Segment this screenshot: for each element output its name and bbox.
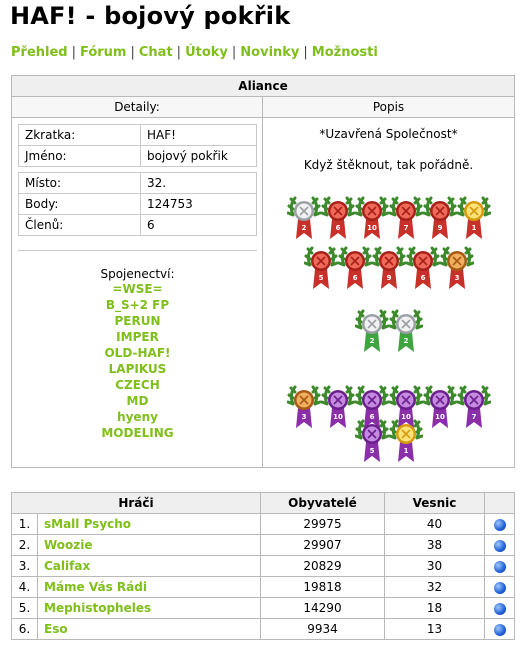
- alliance-stats-table: [18, 172, 257, 236]
- medal-icon: [321, 384, 355, 434]
- rank-cell: 6.: [12, 619, 38, 640]
- ally-link[interactable]: IMPER: [116, 330, 159, 344]
- svg-text:7: 7: [403, 224, 409, 232]
- table-row: [12, 514, 515, 535]
- rank-cell: 4.: [12, 577, 38, 598]
- ally-link[interactable]: B_S+2 FP: [105, 298, 170, 312]
- nav-forum[interactable]: Fórum: [79, 45, 127, 60]
- globe-icon[interactable]: [494, 540, 506, 552]
- alliance-header: Aliance: [12, 76, 514, 97]
- nav-separator: |: [303, 45, 308, 60]
- table-row: [19, 215, 257, 236]
- medal-icon: [372, 245, 406, 295]
- table-row: [12, 535, 515, 556]
- svg-text:2: 2: [369, 337, 375, 345]
- ally-link[interactable]: PERUN: [114, 314, 161, 328]
- field-label: Zkratka:: [19, 125, 141, 146]
- svg-text:9: 9: [437, 224, 443, 232]
- description-column: [263, 118, 514, 467]
- field-label: Členů:: [19, 215, 141, 236]
- svg-text:5: 5: [369, 447, 375, 455]
- medal-icon: [389, 418, 423, 468]
- player-name-link[interactable]: sMall Psycho: [38, 514, 261, 535]
- nav-separator: |: [130, 45, 135, 60]
- svg-text:10: 10: [401, 413, 411, 421]
- alliance-panel: [11, 75, 515, 468]
- nav-prehled[interactable]: Přehled: [11, 45, 68, 60]
- villages-cell: 13: [385, 619, 485, 640]
- medal-icon: [338, 245, 372, 295]
- villages-cell: 38: [385, 535, 485, 556]
- villages-cell: 40: [385, 514, 485, 535]
- svg-text:1: 1: [471, 224, 477, 232]
- globe-icon[interactable]: [494, 624, 506, 636]
- medal-icon: [355, 195, 389, 245]
- description-line: *Uzavřená Společnost*: [319, 127, 458, 141]
- svg-text:10: 10: [367, 224, 377, 232]
- villages-cell: 30: [385, 556, 485, 577]
- column-header-villages: Vesnic: [385, 493, 485, 514]
- table-row: [19, 173, 257, 194]
- rank-cell: 2.: [12, 535, 38, 556]
- details-header: Detaily:: [12, 97, 263, 118]
- nav-separator: |: [231, 45, 237, 60]
- medal-icon: [423, 384, 457, 434]
- svg-text:5: 5: [318, 274, 324, 282]
- action-cell: [485, 577, 515, 598]
- medal-icon: [440, 245, 474, 295]
- svg-text:6: 6: [369, 413, 375, 421]
- ally-link[interactable]: =WSE=: [112, 282, 163, 296]
- player-name-link[interactable]: Woozie: [38, 535, 261, 556]
- allies-label: Spojenectví:: [100, 267, 175, 281]
- medal-icon: [423, 195, 457, 245]
- description-header: Popis: [263, 97, 514, 118]
- action-cell: [485, 514, 515, 535]
- ally-link[interactable]: MD: [126, 394, 149, 408]
- table-row: [19, 125, 257, 146]
- table-row: [12, 619, 515, 640]
- field-value: 124753: [141, 194, 257, 215]
- player-name-link[interactable]: Mephistopheles: [38, 598, 261, 619]
- action-cell: [485, 619, 515, 640]
- population-cell: 14290: [261, 598, 385, 619]
- field-label: Jméno:: [19, 146, 141, 167]
- globe-icon[interactable]: [494, 519, 506, 531]
- medal-icon: [457, 384, 491, 434]
- field-value: 6: [141, 215, 257, 236]
- population-cell: 20829: [261, 556, 385, 577]
- description-line: Když štěknout, tak pořádně.: [303, 158, 474, 172]
- column-header-actions: [485, 493, 515, 514]
- svg-text:7: 7: [471, 413, 477, 421]
- medal-icon: [457, 195, 491, 245]
- population-cell: 19818: [261, 577, 385, 598]
- globe-icon[interactable]: [494, 603, 506, 615]
- top-navigation: [11, 45, 378, 60]
- ally-link[interactable]: CZECH: [115, 378, 160, 392]
- field-value: bojový pokřik: [141, 146, 257, 167]
- svg-text:6: 6: [352, 274, 358, 282]
- medal-icon: [304, 245, 338, 295]
- medal-icon: [406, 245, 440, 295]
- rank-cell: 1.: [12, 514, 38, 535]
- alliance-name-table: [18, 124, 257, 167]
- nav-separator: |: [71, 45, 76, 60]
- villages-cell: 18: [385, 598, 485, 619]
- nav-moznosti[interactable]: Možnosti: [311, 45, 378, 60]
- medal-icon: [287, 384, 321, 434]
- table-row: [19, 194, 257, 215]
- ally-link[interactable]: hyeny: [117, 410, 158, 424]
- ally-link[interactable]: MODELING: [101, 426, 174, 440]
- population-cell: 29975: [261, 514, 385, 535]
- globe-icon[interactable]: [494, 561, 506, 573]
- svg-text:6: 6: [420, 274, 426, 282]
- svg-text:10: 10: [333, 413, 343, 421]
- nav-utoky[interactable]: Útoky: [185, 45, 228, 60]
- column-header-population: Obyvatelé: [261, 493, 385, 514]
- field-value: 32.: [141, 173, 257, 194]
- medal-icon: [287, 195, 321, 245]
- medal-icon: [355, 308, 389, 358]
- globe-icon[interactable]: [494, 582, 506, 594]
- players-table: [11, 492, 515, 640]
- action-cell: [485, 598, 515, 619]
- nav-separator: |: [176, 45, 182, 60]
- allies-section: [18, 250, 257, 477]
- svg-text:6: 6: [335, 224, 341, 232]
- alliance-description: [263, 127, 514, 172]
- table-header-row: [12, 493, 515, 514]
- player-name-link[interactable]: Máme Vás Rádi: [38, 577, 261, 598]
- ally-link[interactable]: OLD-HAF!: [104, 346, 171, 360]
- medal-icon: [389, 308, 423, 358]
- rank-cell: 3.: [12, 556, 38, 577]
- table-row: [19, 146, 257, 167]
- field-label: Místo:: [19, 173, 141, 194]
- action-cell: [485, 556, 515, 577]
- medal-icon: [355, 418, 389, 468]
- details-column: [12, 118, 263, 467]
- svg-text:9: 9: [386, 274, 392, 282]
- nav-chat[interactable]: Chat: [138, 45, 173, 60]
- svg-text:1: 1: [403, 447, 409, 455]
- field-value: HAF!: [141, 125, 257, 146]
- player-name-link[interactable]: Eso: [38, 619, 261, 640]
- svg-text:10: 10: [435, 413, 445, 421]
- population-cell: 9934: [261, 619, 385, 640]
- player-name-link[interactable]: Califax: [38, 556, 261, 577]
- action-cell: [485, 535, 515, 556]
- svg-text:2: 2: [403, 337, 409, 345]
- villages-cell: 32: [385, 577, 485, 598]
- svg-text:3: 3: [301, 413, 307, 421]
- page-title: HAF! - bojový pokřik: [10, 2, 291, 30]
- svg-text:2: 2: [301, 224, 307, 232]
- rank-cell: 5.: [12, 598, 38, 619]
- column-header-players: Hráči: [12, 493, 261, 514]
- table-row: [12, 577, 515, 598]
- table-row: [12, 598, 515, 619]
- ally-link[interactable]: LAPIKUS: [108, 362, 167, 376]
- field-label: Body:: [19, 194, 141, 215]
- medal-icon: [389, 195, 423, 245]
- population-cell: 29907: [261, 535, 385, 556]
- nav-novinky[interactable]: Novinky: [240, 45, 300, 60]
- svg-text:3: 3: [454, 274, 460, 282]
- medal-icon: [321, 195, 355, 245]
- table-row: [12, 556, 515, 577]
